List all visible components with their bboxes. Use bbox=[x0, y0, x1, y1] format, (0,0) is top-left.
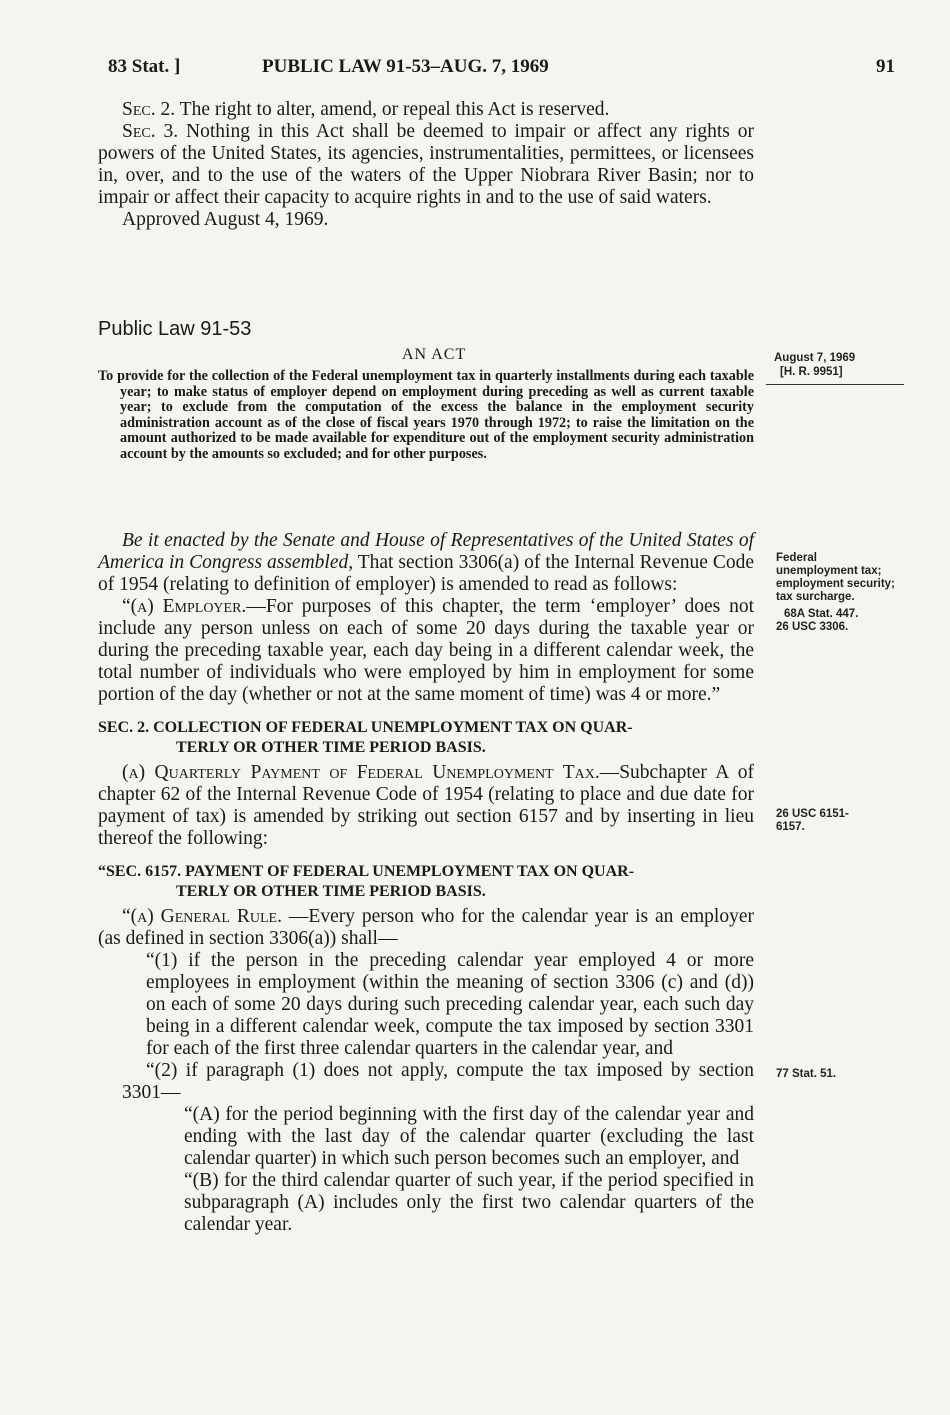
margin-cite-77stat: 77 Stat. 51. bbox=[776, 1068, 837, 1080]
margin-note-subject: Federal unemployment tax; employment security; tax surcharge. bbox=[776, 552, 895, 603]
margin-date: August 7, 1969 bbox=[774, 352, 856, 364]
paragraph-1: “(1) if the person in the preceding calendar year employed 4 or more employees in employment (within the meaning of section 3306 (c) and (d)) on each of some 20 days during such preceding calendar year, each such day being in a different calendar week, compute the tax imposed by section 3301 for each of the first three calendar quarters in the calendar year, and bbox=[146, 950, 754, 1059]
sec6157-heading: “SEC. 6157. PAYMENT OF FEDERAL UNEMPLOYMENT TAX ON QUAR- TERLY OR OTHER TIME PERIOD BASIS. bbox=[98, 863, 635, 900]
enacting-clause: Be it enacted by the Senate and House of Representatives of the United States of America in Congress assembled, That section 3306(a) of the Internal Revenue Code of 1954 (relating to definition of employer) is amended to read as follows: bbox=[98, 530, 754, 595]
margin-bill-number: [H. R. 9951] bbox=[780, 366, 843, 378]
approved-line: Approved August 4, 1969. bbox=[122, 209, 329, 230]
act-purpose: To provide for the collection of the Federal unemployment tax in quarterly installments during each taxable year; to make status of employer depend on employment during preceding as well as current taxable year; to exclude from the computation of the excess the balance in the employment security administration account as of the close of fiscal years 1970 through 1972; to raise the limitation on the amount authorized to be made available for expenditure out of the employment security administration account by the amounts so excluded; and for other purposes. bbox=[98, 368, 754, 462]
margin-cite-68a: 68A Stat. 447. bbox=[784, 608, 859, 620]
margin-rule bbox=[766, 384, 904, 385]
paragraph-2: “(2) if paragraph (1) does not apply, compute the tax imposed by section 3301— bbox=[122, 1060, 754, 1103]
header-title: PUBLIC LAW 91-53–AUG. 7, 1969 bbox=[262, 56, 549, 77]
act-body bbox=[98, 530, 754, 1236]
prior-sec2: Sec. 2. The right to alter, amend, or repeal this Act is reserved. bbox=[122, 99, 610, 120]
public-law-title: Public Law 91-53 bbox=[98, 318, 252, 340]
an-act-heading: AN ACT bbox=[402, 346, 467, 363]
prior-act-text bbox=[98, 99, 754, 231]
subparagraph-b: “(B) for the third calendar quarter of such year, if the period specified in subparagraph (A) includes only the first two calendar quarters of the calendar year. bbox=[184, 1170, 754, 1235]
sec2-heading: SEC. 2. COLLECTION OF FEDERAL UNEMPLOYMENT TAX ON QUAR- TERLY OR OTHER TIME PERIOD BASIS. bbox=[98, 719, 633, 756]
margin-cite-26usc6151: 26 USC 6151-6157. bbox=[776, 808, 849, 833]
header-statute-ref: 83 Stat. ] bbox=[108, 56, 181, 77]
margin-cite-26usc3306: 26 USC 3306. bbox=[776, 621, 849, 633]
prior-sec3: Sec. 3. Nothing in this Act shall be deemed to impair or affect any rights or powers of the United States, its agencies, instrumentalities, permittees, or licensees in, over, and to the use of the waters of the Upper Niobrara River Basin; nor to impair or affect their capacity to acquire rights in and to the use of said waters. bbox=[98, 121, 755, 208]
quarterly-payment: (a) Quarterly Payment of Federal Unemployment Tax.—Subchapter A of chapter 62 of the Internal Revenue Code of 1954 (relating to place and due date for payment of tax) is amended by striking out section 6157 and by inserting in lieu thereof the following: bbox=[98, 762, 754, 849]
page-number: 91 bbox=[876, 56, 895, 77]
subparagraph-a: “(A) for the period beginning with the first day of the calendar year and ending with the last day of the calendar quarter (excluding the last calendar quarter) in which such person becomes such an employer, and bbox=[184, 1104, 754, 1169]
general-rule: “(a) General Rule. —Every person who for the calendar year is an employer (as defined in section 3306(a)) shall— bbox=[98, 906, 754, 949]
employer-definition: “(a) Employer.—For purposes of this chapter, the term ‘employer’ does not include any person unless on each of some 20 days during the taxable year or during the preceding taxable year, each day being in a different calendar week, the total number of individuals who were employed by him in employment for some portion of the day (whether or not at the same moment of time) was 4 or more.” bbox=[98, 596, 754, 705]
